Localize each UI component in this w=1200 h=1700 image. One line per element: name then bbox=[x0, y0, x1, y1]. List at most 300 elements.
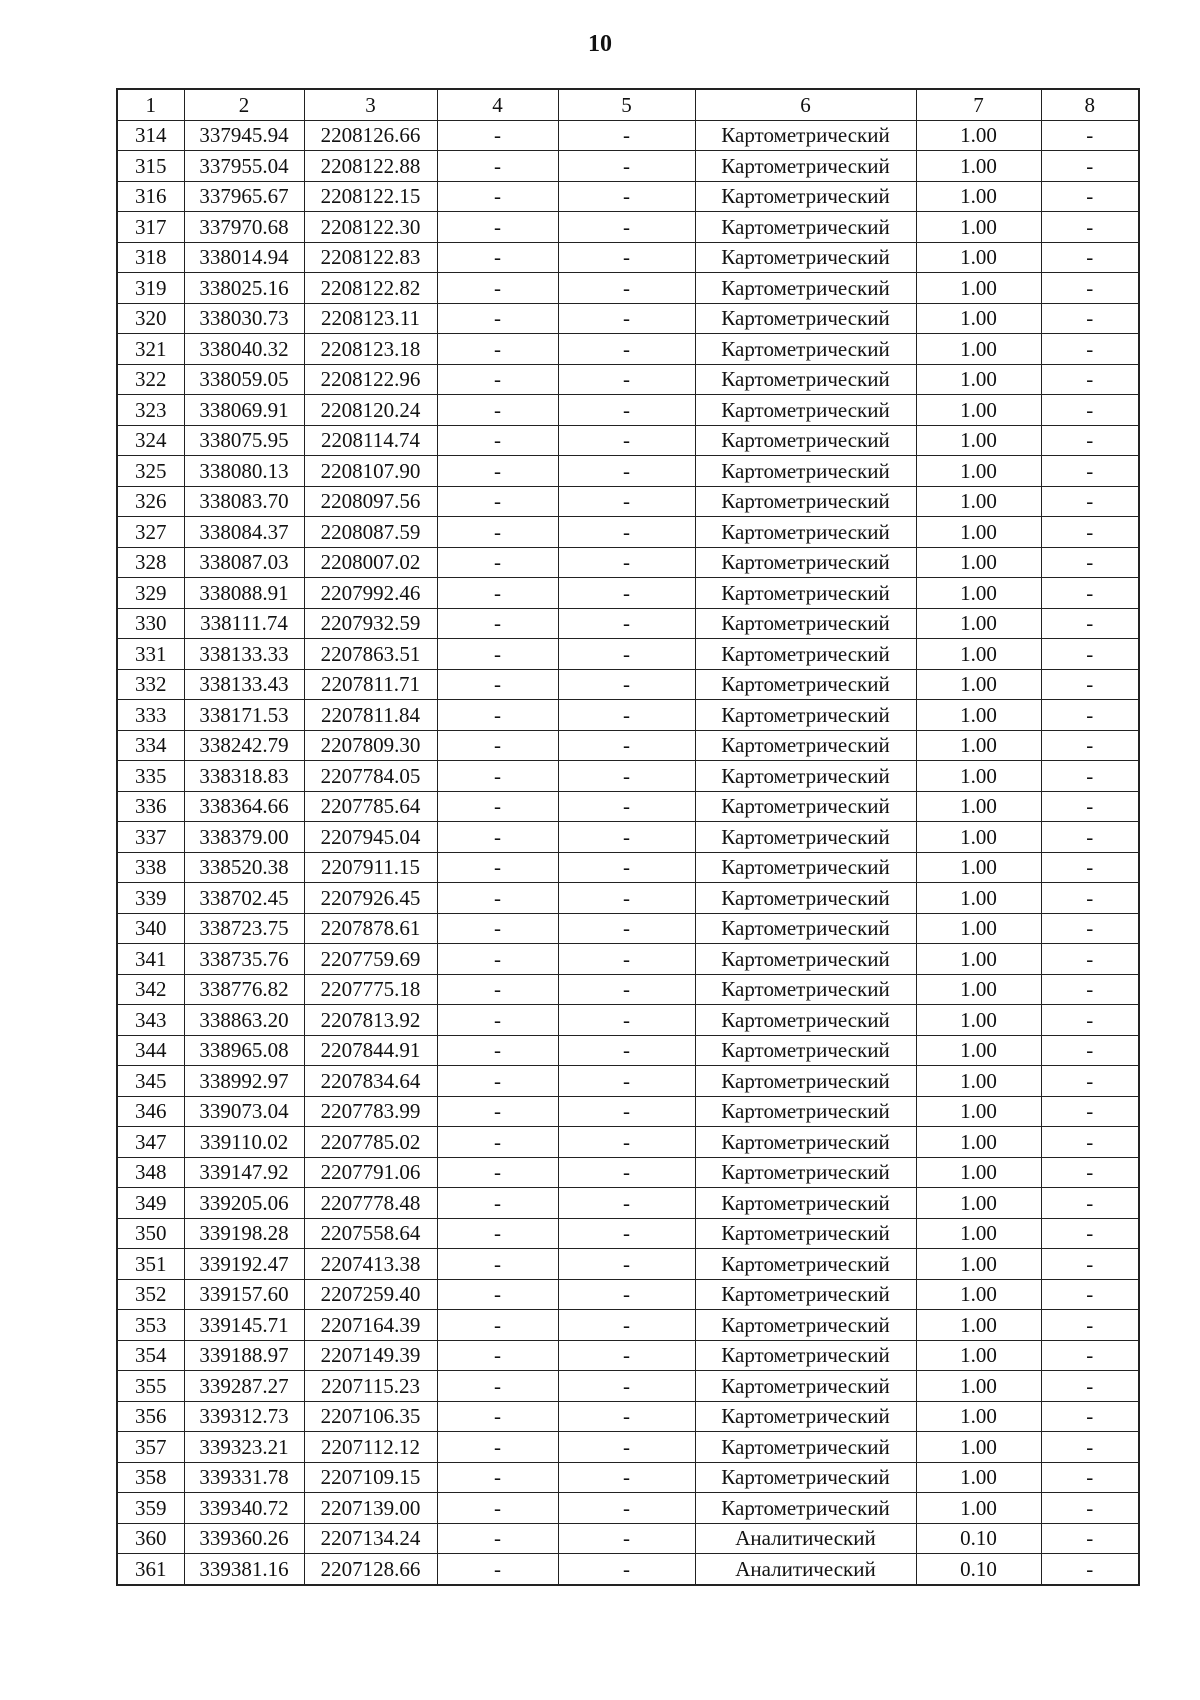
col4-cell: - bbox=[437, 242, 558, 273]
accuracy-cell: 1.00 bbox=[916, 1340, 1041, 1371]
y-coordinate-cell: 2208122.82 bbox=[304, 273, 437, 304]
y-coordinate-cell: 2207139.00 bbox=[304, 1493, 437, 1524]
col8-cell: - bbox=[1041, 944, 1139, 975]
col4-cell: - bbox=[437, 334, 558, 365]
col8-cell: - bbox=[1041, 578, 1139, 609]
y-coordinate-cell: 2207844.91 bbox=[304, 1035, 437, 1066]
x-coordinate-cell: 338088.91 bbox=[184, 578, 304, 609]
col5-cell: - bbox=[558, 334, 695, 365]
y-coordinate-cell: 2207778.48 bbox=[304, 1188, 437, 1219]
x-coordinate-cell: 338040.32 bbox=[184, 334, 304, 365]
y-coordinate-cell: 2207128.66 bbox=[304, 1554, 437, 1585]
col5-cell: - bbox=[558, 1371, 695, 1402]
y-coordinate-cell: 2207149.39 bbox=[304, 1340, 437, 1371]
method-cell: Картометрический bbox=[695, 1127, 916, 1158]
point-number-cell: 328 bbox=[117, 547, 184, 578]
x-coordinate-cell: 339147.92 bbox=[184, 1157, 304, 1188]
method-cell: Картометрический bbox=[695, 547, 916, 578]
x-coordinate-cell: 338133.33 bbox=[184, 639, 304, 670]
point-number-cell: 331 bbox=[117, 639, 184, 670]
accuracy-cell: 1.00 bbox=[916, 791, 1041, 822]
table-row bbox=[117, 242, 1139, 273]
accuracy-cell: 1.00 bbox=[916, 456, 1041, 487]
point-number-cell: 314 bbox=[117, 120, 184, 151]
col4-cell: - bbox=[437, 151, 558, 182]
col5-cell: - bbox=[558, 1096, 695, 1127]
point-number-cell: 361 bbox=[117, 1554, 184, 1585]
col4-cell: - bbox=[437, 1005, 558, 1036]
accuracy-cell: 1.00 bbox=[916, 1493, 1041, 1524]
col4-cell: - bbox=[437, 181, 558, 212]
col5-cell: - bbox=[558, 1249, 695, 1280]
x-coordinate-cell: 338723.75 bbox=[184, 913, 304, 944]
col4-cell: - bbox=[437, 1432, 558, 1463]
x-coordinate-cell: 339157.60 bbox=[184, 1279, 304, 1310]
x-coordinate-cell: 338702.45 bbox=[184, 883, 304, 914]
y-coordinate-cell: 2207785.02 bbox=[304, 1127, 437, 1158]
col5-cell: - bbox=[558, 303, 695, 334]
accuracy-cell: 1.00 bbox=[916, 852, 1041, 883]
point-number-cell: 334 bbox=[117, 730, 184, 761]
col5-cell: - bbox=[558, 273, 695, 304]
table-row bbox=[117, 700, 1139, 731]
y-coordinate-cell: 2207413.38 bbox=[304, 1249, 437, 1280]
x-coordinate-cell: 338133.43 bbox=[184, 669, 304, 700]
table-row bbox=[117, 1157, 1139, 1188]
col4-cell: - bbox=[437, 1035, 558, 1066]
x-coordinate-cell: 339145.71 bbox=[184, 1310, 304, 1341]
method-cell: Картометрический bbox=[695, 761, 916, 792]
method-cell: Картометрический bbox=[695, 1157, 916, 1188]
accuracy-cell: 1.00 bbox=[916, 1462, 1041, 1493]
point-number-cell: 323 bbox=[117, 395, 184, 426]
table-row bbox=[117, 1005, 1139, 1036]
table-body bbox=[117, 120, 1139, 1585]
point-number-cell: 343 bbox=[117, 1005, 184, 1036]
col5-cell: - bbox=[558, 425, 695, 456]
col5-cell: - bbox=[558, 1218, 695, 1249]
col4-cell: - bbox=[437, 1218, 558, 1249]
accuracy-cell: 1.00 bbox=[916, 1371, 1041, 1402]
method-cell: Картометрический bbox=[695, 1279, 916, 1310]
point-number-cell: 349 bbox=[117, 1188, 184, 1219]
method-cell: Картометрический bbox=[695, 608, 916, 639]
accuracy-cell: 1.00 bbox=[916, 1188, 1041, 1219]
point-number-cell: 354 bbox=[117, 1340, 184, 1371]
y-coordinate-cell: 2207783.99 bbox=[304, 1096, 437, 1127]
col5-cell: - bbox=[558, 761, 695, 792]
table-row bbox=[117, 852, 1139, 883]
point-number-cell: 330 bbox=[117, 608, 184, 639]
table-row bbox=[117, 1340, 1139, 1371]
method-cell: Картометрический bbox=[695, 486, 916, 517]
y-coordinate-cell: 2207926.45 bbox=[304, 883, 437, 914]
x-coordinate-cell: 338087.03 bbox=[184, 547, 304, 578]
point-number-cell: 337 bbox=[117, 822, 184, 853]
col5-cell: - bbox=[558, 1005, 695, 1036]
table-row bbox=[117, 822, 1139, 853]
coordinates-table bbox=[116, 88, 1140, 1586]
x-coordinate-cell: 338080.13 bbox=[184, 456, 304, 487]
y-coordinate-cell: 2208122.30 bbox=[304, 212, 437, 243]
table-row bbox=[117, 730, 1139, 761]
accuracy-cell: 1.00 bbox=[916, 425, 1041, 456]
col5-cell: - bbox=[558, 1127, 695, 1158]
point-number-cell: 317 bbox=[117, 212, 184, 243]
col8-cell: - bbox=[1041, 1066, 1139, 1097]
col5-cell: - bbox=[558, 1432, 695, 1463]
col8-cell: - bbox=[1041, 517, 1139, 548]
col8-cell: - bbox=[1041, 364, 1139, 395]
x-coordinate-cell: 338084.37 bbox=[184, 517, 304, 548]
x-coordinate-cell: 338992.97 bbox=[184, 1066, 304, 1097]
method-cell: Картометрический bbox=[695, 212, 916, 243]
y-coordinate-cell: 2207811.84 bbox=[304, 700, 437, 731]
method-cell: Картометрический bbox=[695, 242, 916, 273]
col4-cell: - bbox=[437, 456, 558, 487]
col8-cell: - bbox=[1041, 151, 1139, 182]
col8-cell: - bbox=[1041, 1493, 1139, 1524]
method-cell: Картометрический bbox=[695, 1218, 916, 1249]
col4-cell: - bbox=[437, 425, 558, 456]
col5-cell: - bbox=[558, 1401, 695, 1432]
x-coordinate-cell: 338735.76 bbox=[184, 944, 304, 975]
method-cell: Картометрический bbox=[695, 852, 916, 883]
method-cell: Картометрический bbox=[695, 303, 916, 334]
col4-cell: - bbox=[437, 639, 558, 670]
col5-cell: - bbox=[558, 852, 695, 883]
accuracy-cell: 1.00 bbox=[916, 364, 1041, 395]
col5-cell: - bbox=[558, 212, 695, 243]
col5-cell: - bbox=[558, 639, 695, 670]
x-coordinate-cell: 339192.47 bbox=[184, 1249, 304, 1280]
y-coordinate-cell: 2207106.35 bbox=[304, 1401, 437, 1432]
method-cell: Картометрический bbox=[695, 913, 916, 944]
col4-cell: - bbox=[437, 1157, 558, 1188]
accuracy-cell: 1.00 bbox=[916, 944, 1041, 975]
col8-cell: - bbox=[1041, 1096, 1139, 1127]
point-number-cell: 333 bbox=[117, 700, 184, 731]
accuracy-cell: 1.00 bbox=[916, 1005, 1041, 1036]
x-coordinate-cell: 339287.27 bbox=[184, 1371, 304, 1402]
method-cell: Картометрический bbox=[695, 1096, 916, 1127]
accuracy-cell: 1.00 bbox=[916, 273, 1041, 304]
accuracy-cell: 1.00 bbox=[916, 1279, 1041, 1310]
point-number-cell: 357 bbox=[117, 1432, 184, 1463]
column-header: 6 bbox=[695, 89, 916, 120]
accuracy-cell: 1.00 bbox=[916, 120, 1041, 151]
col5-cell: - bbox=[558, 913, 695, 944]
point-number-cell: 326 bbox=[117, 486, 184, 517]
col8-cell: - bbox=[1041, 852, 1139, 883]
table-row bbox=[117, 1371, 1139, 1402]
x-coordinate-cell: 339360.26 bbox=[184, 1523, 304, 1554]
accuracy-cell: 1.00 bbox=[916, 334, 1041, 365]
col5-cell: - bbox=[558, 822, 695, 853]
method-cell: Картометрический bbox=[695, 1310, 916, 1341]
col8-cell: - bbox=[1041, 1035, 1139, 1066]
col5-cell: - bbox=[558, 517, 695, 548]
point-number-cell: 321 bbox=[117, 334, 184, 365]
y-coordinate-cell: 2207115.23 bbox=[304, 1371, 437, 1402]
col4-cell: - bbox=[437, 1066, 558, 1097]
col5-cell: - bbox=[558, 242, 695, 273]
point-number-cell: 360 bbox=[117, 1523, 184, 1554]
method-cell: Картометрический bbox=[695, 1066, 916, 1097]
col4-cell: - bbox=[437, 364, 558, 395]
method-cell: Картометрический bbox=[695, 1340, 916, 1371]
table-row bbox=[117, 1188, 1139, 1219]
point-number-cell: 344 bbox=[117, 1035, 184, 1066]
col4-cell: - bbox=[437, 822, 558, 853]
accuracy-cell: 1.00 bbox=[916, 822, 1041, 853]
y-coordinate-cell: 2208122.15 bbox=[304, 181, 437, 212]
accuracy-cell: 1.00 bbox=[916, 1157, 1041, 1188]
table-row bbox=[117, 120, 1139, 151]
point-number-cell: 350 bbox=[117, 1218, 184, 1249]
col8-cell: - bbox=[1041, 1279, 1139, 1310]
y-coordinate-cell: 2208122.88 bbox=[304, 151, 437, 182]
method-cell: Картометрический bbox=[695, 1249, 916, 1280]
column-header: 2 bbox=[184, 89, 304, 120]
col8-cell: - bbox=[1041, 1188, 1139, 1219]
accuracy-cell: 1.00 bbox=[916, 1096, 1041, 1127]
col8-cell: - bbox=[1041, 822, 1139, 853]
col8-cell: - bbox=[1041, 1127, 1139, 1158]
accuracy-cell: 0.10 bbox=[916, 1554, 1041, 1585]
accuracy-cell: 1.00 bbox=[916, 700, 1041, 731]
accuracy-cell: 1.00 bbox=[916, 883, 1041, 914]
point-number-cell: 353 bbox=[117, 1310, 184, 1341]
method-cell: Картометрический bbox=[695, 1493, 916, 1524]
col4-cell: - bbox=[437, 1279, 558, 1310]
table-row bbox=[117, 1066, 1139, 1097]
accuracy-cell: 1.00 bbox=[916, 517, 1041, 548]
method-cell: Картометрический bbox=[695, 1035, 916, 1066]
method-cell: Картометрический bbox=[695, 181, 916, 212]
point-number-cell: 320 bbox=[117, 303, 184, 334]
col4-cell: - bbox=[437, 1096, 558, 1127]
y-coordinate-cell: 2207834.64 bbox=[304, 1066, 437, 1097]
point-number-cell: 318 bbox=[117, 242, 184, 273]
accuracy-cell: 1.00 bbox=[916, 578, 1041, 609]
col8-cell: - bbox=[1041, 639, 1139, 670]
point-number-cell: 327 bbox=[117, 517, 184, 548]
point-number-cell: 351 bbox=[117, 1249, 184, 1280]
col4-cell: - bbox=[437, 1523, 558, 1554]
accuracy-cell: 1.00 bbox=[916, 1066, 1041, 1097]
col5-cell: - bbox=[558, 883, 695, 914]
col8-cell: - bbox=[1041, 700, 1139, 731]
table-row bbox=[117, 669, 1139, 700]
table-row bbox=[117, 1127, 1139, 1158]
method-cell: Картометрический bbox=[695, 1005, 916, 1036]
col5-cell: - bbox=[558, 944, 695, 975]
col4-cell: - bbox=[437, 974, 558, 1005]
x-coordinate-cell: 337965.67 bbox=[184, 181, 304, 212]
table-row bbox=[117, 212, 1139, 243]
table-row bbox=[117, 1035, 1139, 1066]
x-coordinate-cell: 338364.66 bbox=[184, 791, 304, 822]
accuracy-cell: 1.00 bbox=[916, 639, 1041, 670]
column-header: 7 bbox=[916, 89, 1041, 120]
y-coordinate-cell: 2207791.06 bbox=[304, 1157, 437, 1188]
method-cell: Картометрический bbox=[695, 425, 916, 456]
x-coordinate-cell: 337955.04 bbox=[184, 151, 304, 182]
col5-cell: - bbox=[558, 364, 695, 395]
accuracy-cell: 1.00 bbox=[916, 1401, 1041, 1432]
point-number-cell: 325 bbox=[117, 456, 184, 487]
col5-cell: - bbox=[558, 1462, 695, 1493]
table-row bbox=[117, 1554, 1139, 1585]
table-row bbox=[117, 1523, 1139, 1554]
col5-cell: - bbox=[558, 1066, 695, 1097]
x-coordinate-cell: 338171.53 bbox=[184, 700, 304, 731]
col4-cell: - bbox=[437, 486, 558, 517]
col8-cell: - bbox=[1041, 486, 1139, 517]
accuracy-cell: 1.00 bbox=[916, 547, 1041, 578]
x-coordinate-cell: 339331.78 bbox=[184, 1462, 304, 1493]
col5-cell: - bbox=[558, 608, 695, 639]
accuracy-cell: 1.00 bbox=[916, 151, 1041, 182]
col4-cell: - bbox=[437, 547, 558, 578]
table-row bbox=[117, 486, 1139, 517]
column-header: 5 bbox=[558, 89, 695, 120]
col8-cell: - bbox=[1041, 273, 1139, 304]
col4-cell: - bbox=[437, 1462, 558, 1493]
x-coordinate-cell: 339205.06 bbox=[184, 1188, 304, 1219]
col4-cell: - bbox=[437, 730, 558, 761]
accuracy-cell: 0.10 bbox=[916, 1523, 1041, 1554]
point-number-cell: 347 bbox=[117, 1127, 184, 1158]
y-coordinate-cell: 2207785.64 bbox=[304, 791, 437, 822]
x-coordinate-cell: 339312.73 bbox=[184, 1401, 304, 1432]
method-cell: Картометрический bbox=[695, 1401, 916, 1432]
col4-cell: - bbox=[437, 517, 558, 548]
y-coordinate-cell: 2207911.15 bbox=[304, 852, 437, 883]
point-number-cell: 358 bbox=[117, 1462, 184, 1493]
col5-cell: - bbox=[558, 669, 695, 700]
col5-cell: - bbox=[558, 1340, 695, 1371]
table-row bbox=[117, 517, 1139, 548]
point-number-cell: 324 bbox=[117, 425, 184, 456]
table-row bbox=[117, 944, 1139, 975]
col5-cell: - bbox=[558, 395, 695, 426]
method-cell: Аналитический bbox=[695, 1554, 916, 1585]
page-number: 10 bbox=[588, 31, 612, 57]
col5-cell: - bbox=[558, 1157, 695, 1188]
x-coordinate-cell: 339340.72 bbox=[184, 1493, 304, 1524]
table-row bbox=[117, 578, 1139, 609]
col4-cell: - bbox=[437, 700, 558, 731]
accuracy-cell: 1.00 bbox=[916, 608, 1041, 639]
col5-cell: - bbox=[558, 1523, 695, 1554]
method-cell: Аналитический bbox=[695, 1523, 916, 1554]
col5-cell: - bbox=[558, 1188, 695, 1219]
col4-cell: - bbox=[437, 1401, 558, 1432]
accuracy-cell: 1.00 bbox=[916, 669, 1041, 700]
accuracy-cell: 1.00 bbox=[916, 486, 1041, 517]
col5-cell: - bbox=[558, 578, 695, 609]
col8-cell: - bbox=[1041, 913, 1139, 944]
col4-cell: - bbox=[437, 395, 558, 426]
table-row bbox=[117, 1462, 1139, 1493]
table-row bbox=[117, 1218, 1139, 1249]
accuracy-cell: 1.00 bbox=[916, 1432, 1041, 1463]
table-row bbox=[117, 181, 1139, 212]
method-cell: Картометрический bbox=[695, 364, 916, 395]
col8-cell: - bbox=[1041, 1310, 1139, 1341]
col8-cell: - bbox=[1041, 608, 1139, 639]
method-cell: Картометрический bbox=[695, 517, 916, 548]
col4-cell: - bbox=[437, 273, 558, 304]
x-coordinate-cell: 339198.28 bbox=[184, 1218, 304, 1249]
col4-cell: - bbox=[437, 1310, 558, 1341]
col8-cell: - bbox=[1041, 1371, 1139, 1402]
y-coordinate-cell: 2208097.56 bbox=[304, 486, 437, 517]
y-coordinate-cell: 2208087.59 bbox=[304, 517, 437, 548]
point-number-cell: 329 bbox=[117, 578, 184, 609]
point-number-cell: 340 bbox=[117, 913, 184, 944]
point-number-cell: 316 bbox=[117, 181, 184, 212]
table-row bbox=[117, 883, 1139, 914]
y-coordinate-cell: 2207109.15 bbox=[304, 1462, 437, 1493]
x-coordinate-cell: 338083.70 bbox=[184, 486, 304, 517]
method-cell: Картометрический bbox=[695, 334, 916, 365]
x-coordinate-cell: 338242.79 bbox=[184, 730, 304, 761]
x-coordinate-cell: 338075.95 bbox=[184, 425, 304, 456]
col8-cell: - bbox=[1041, 395, 1139, 426]
table-row bbox=[117, 1096, 1139, 1127]
col4-cell: - bbox=[437, 1340, 558, 1371]
col8-cell: - bbox=[1041, 212, 1139, 243]
point-number-cell: 355 bbox=[117, 1371, 184, 1402]
table-row bbox=[117, 1279, 1139, 1310]
y-coordinate-cell: 2207112.12 bbox=[304, 1432, 437, 1463]
table-row bbox=[117, 334, 1139, 365]
col5-cell: - bbox=[558, 1310, 695, 1341]
point-number-cell: 356 bbox=[117, 1401, 184, 1432]
x-coordinate-cell: 337945.94 bbox=[184, 120, 304, 151]
y-coordinate-cell: 2208122.83 bbox=[304, 242, 437, 273]
table-row bbox=[117, 1249, 1139, 1280]
col8-cell: - bbox=[1041, 1523, 1139, 1554]
method-cell: Картометрический bbox=[695, 669, 916, 700]
col4-cell: - bbox=[437, 303, 558, 334]
col8-cell: - bbox=[1041, 456, 1139, 487]
method-cell: Картометрический bbox=[695, 151, 916, 182]
table-row bbox=[117, 791, 1139, 822]
col5-cell: - bbox=[558, 456, 695, 487]
accuracy-cell: 1.00 bbox=[916, 730, 1041, 761]
y-coordinate-cell: 2208122.96 bbox=[304, 364, 437, 395]
col8-cell: - bbox=[1041, 883, 1139, 914]
col8-cell: - bbox=[1041, 730, 1139, 761]
col8-cell: - bbox=[1041, 1157, 1139, 1188]
col8-cell: - bbox=[1041, 334, 1139, 365]
point-number-cell: 346 bbox=[117, 1096, 184, 1127]
table-row bbox=[117, 395, 1139, 426]
x-coordinate-cell: 338318.83 bbox=[184, 761, 304, 792]
accuracy-cell: 1.00 bbox=[916, 1127, 1041, 1158]
y-coordinate-cell: 2208123.18 bbox=[304, 334, 437, 365]
y-coordinate-cell: 2207784.05 bbox=[304, 761, 437, 792]
y-coordinate-cell: 2207759.69 bbox=[304, 944, 437, 975]
column-header: 4 bbox=[437, 89, 558, 120]
table-header-row bbox=[117, 89, 1139, 120]
table-row bbox=[117, 364, 1139, 395]
column-header: 3 bbox=[304, 89, 437, 120]
